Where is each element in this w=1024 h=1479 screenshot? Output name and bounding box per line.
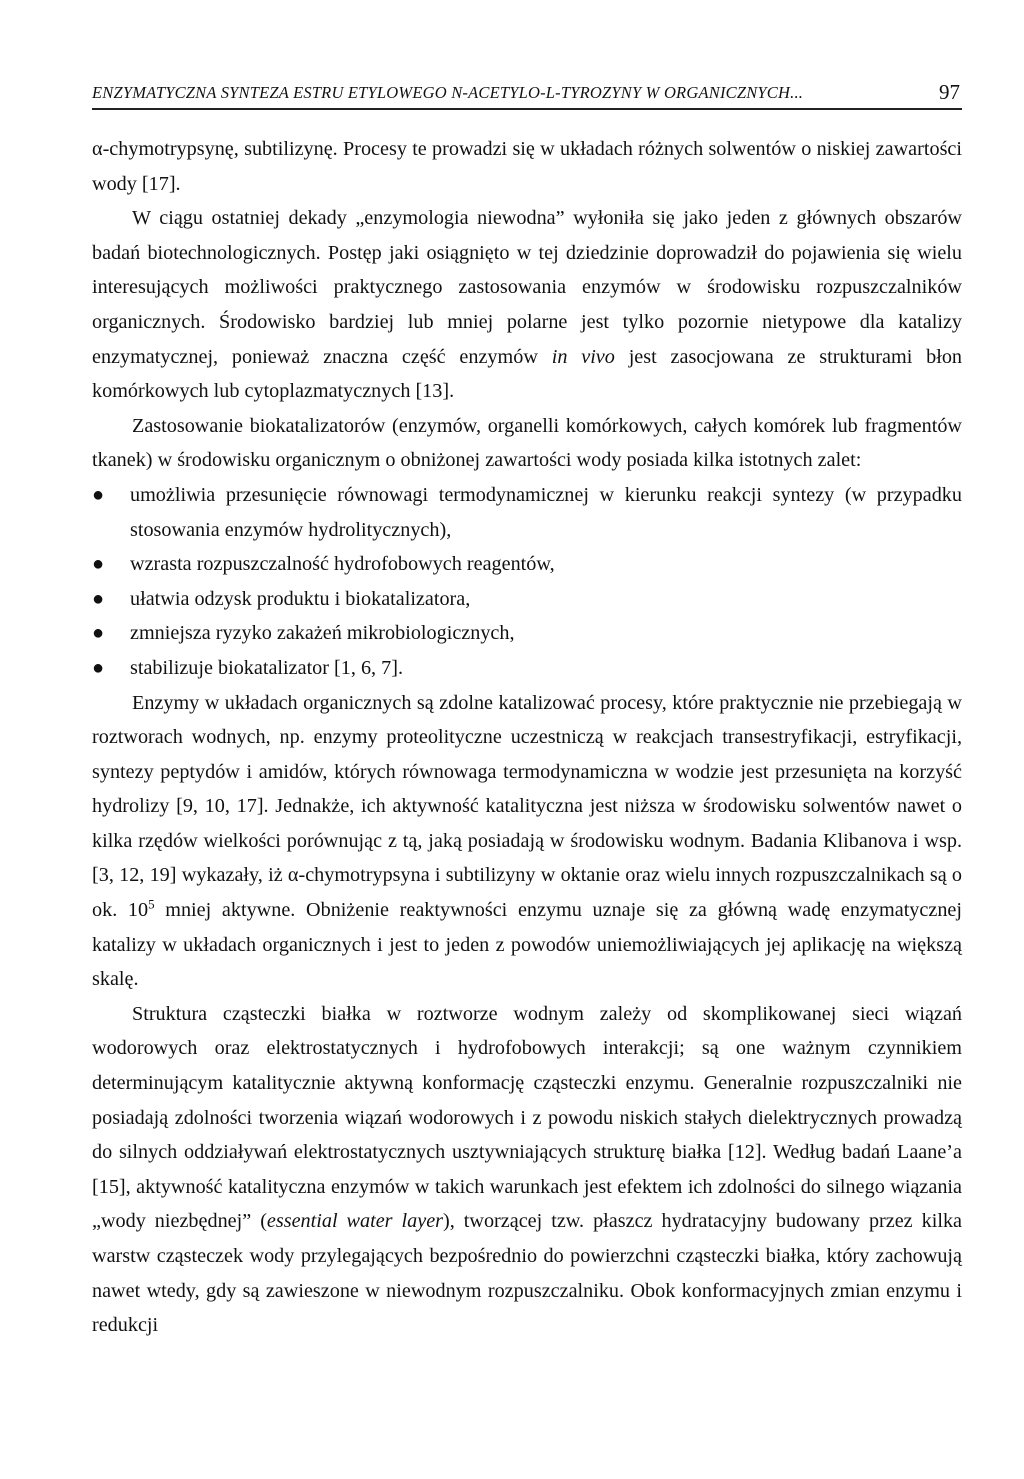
paragraph-1-text-b: jest zasocjowana ze strukturami błon komórkowych lub cytoplazmatycznych [13]. <box>92 345 963 403</box>
paragraph-4-text-b: ), tworzącej tzw. płaszcz hydratacyjny budowany przez kilka warstw cząsteczek wody przylegających bezpośrednio do powierzchni cząsteczki białka, który zachowują nawet wtedy, gdy są zawieszone w niewodnym rozpuszczalniku. Obok konformacyjnych zmian enzymu i redukcji <box>92 1210 962 1337</box>
advantages-list <box>92 478 962 686</box>
paragraph-3 <box>92 686 962 997</box>
list-item <box>92 616 962 651</box>
paragraph-1-italic: in vivo <box>551 345 615 368</box>
paragraph-1-text-a: W ciągu ostatniej dekady „enzymologia niewodna” wyłoniła się jako jeden z głównych obszarów badań biotechnologicznych. Postęp jaki osiągnięto w tej dziedzinie doprowadził do pojawienia się wielu interesujących możliwości praktycznego zastosowania enzymów w środowisku rozpuszczalników organicznych. Środowisko bardziej lub mniej polarne jest tylko pozornie nietypowe dla katalizy enzymatycznej, ponieważ znaczna część enzymów <box>92 207 962 368</box>
running-title: ENZYMATYCZNA SYNTEZA ESTRU ETYLOWEGO N-ACETYLO-L-TYROZYNY W ORGANICZNYCH... <box>92 83 804 102</box>
list-item-text: wzrasta rozpuszczalność hydrofobowych reagentów, <box>130 553 555 576</box>
list-item-text: ułatwia odzysk produktu i biokatalizatora, <box>130 587 471 610</box>
list-item-text: stabilizuje biokatalizator [1, 6, 7]. <box>130 656 404 679</box>
paragraph-4 <box>92 997 962 1343</box>
bullet-icon: ● <box>92 483 105 506</box>
paragraph-4-text-a: Struktura cząsteczki białka w roztworze wodnym zależy od skomplikowanej sieci wiązań wodorowych oraz elektrostatycznych i hydrofobowych interakcji; są one ważnym czynnikiem determinującym katalitycznie aktywną konformację cząsteczki enzymu. Generalnie rozpuszczalniki nie posiadają zdolności tworzenia wiązań wodorowych i z powodu niskich stałych dielektrycznych prowadzą do silnych oddziaływań elektrostatycznych usztywniających strukturę białka [12]. Według badań Laane’a [15], aktywność katalityczna enzymów w takich warunkach jest efektem ich zdolności do silnego wiązania „wody niezbędnej” ( <box>92 1002 962 1233</box>
paragraph-2: Zastosowanie biokatalizatorów (enzymów, organelli komórkowych, całych komórek lub fragmentów tkanek) w środowisku organicznym o obniżonej zawartości wody posiada kilka istotnych zalet: <box>92 414 962 472</box>
bullet-icon: ● <box>92 587 105 610</box>
body-text <box>92 132 962 1343</box>
bullet-icon: ● <box>92 656 105 679</box>
paragraph-0: α-chymotrypsynę, subtilizynę. Procesy te prowadzi się w układach różnych solwentów o niskiej zawartości wody [17]. <box>92 138 962 195</box>
list-item <box>92 547 962 582</box>
list-item <box>92 582 962 617</box>
bullet-icon: ● <box>92 553 105 576</box>
list-item-text: zmniejsza ryzyko zakażeń mikrobiologicznych, <box>130 622 515 645</box>
list-item <box>92 478 962 547</box>
paragraph-3-text-a: Enzymy w układach organicznych są zdolne katalizować procesy, które praktycznie nie przebiegają w roztworach wodnych, np. enzymy proteolityczne uczestniczą w reakcjach transestryfikacji, estryfikacji, syntezy peptydów i amidów, których równowaga termodynamiczna w wodzie jest przesunięta na korzyść hydrolizy [9, 10, 17]. Jednakże, ich aktywność katalityczna jest niższa w środowisku solwentów nawet o kilka rzędów wielkości porównując z tą, jaką posiadają w środowisku wodnym. Badania Klibanova i wsp. [3, 12, 19] wykazały, iż α-chymotrypsyna i subtilizyny w oktanie oraz wielu innych rozpuszczalnikach są o ok. 10 <box>92 691 962 922</box>
page-number: 97 <box>939 80 960 104</box>
document-page <box>92 80 962 1343</box>
bullet-icon: ● <box>92 622 105 645</box>
list-item <box>92 651 962 686</box>
paragraph-3-text-b: mniej aktywne. Obniżenie reaktywności enzymu uznaje się za główną wadę enzymatycznej katalizy w układach organicznych i jest to jeden z powodów uniemożliwiających jej aplikację na większą skalę. <box>92 899 962 991</box>
running-header <box>92 80 962 110</box>
paragraph-3-superscript: 5 <box>148 896 155 912</box>
list-item-text: umożliwia przesunięcie równowagi termodynamicznej w kierunku reakcji syntezy (w przypadku stosowania enzymów hydrolitycznych), <box>130 483 962 541</box>
paragraph-1 <box>92 201 962 409</box>
paragraph-4-italic: essential water layer <box>266 1210 444 1233</box>
